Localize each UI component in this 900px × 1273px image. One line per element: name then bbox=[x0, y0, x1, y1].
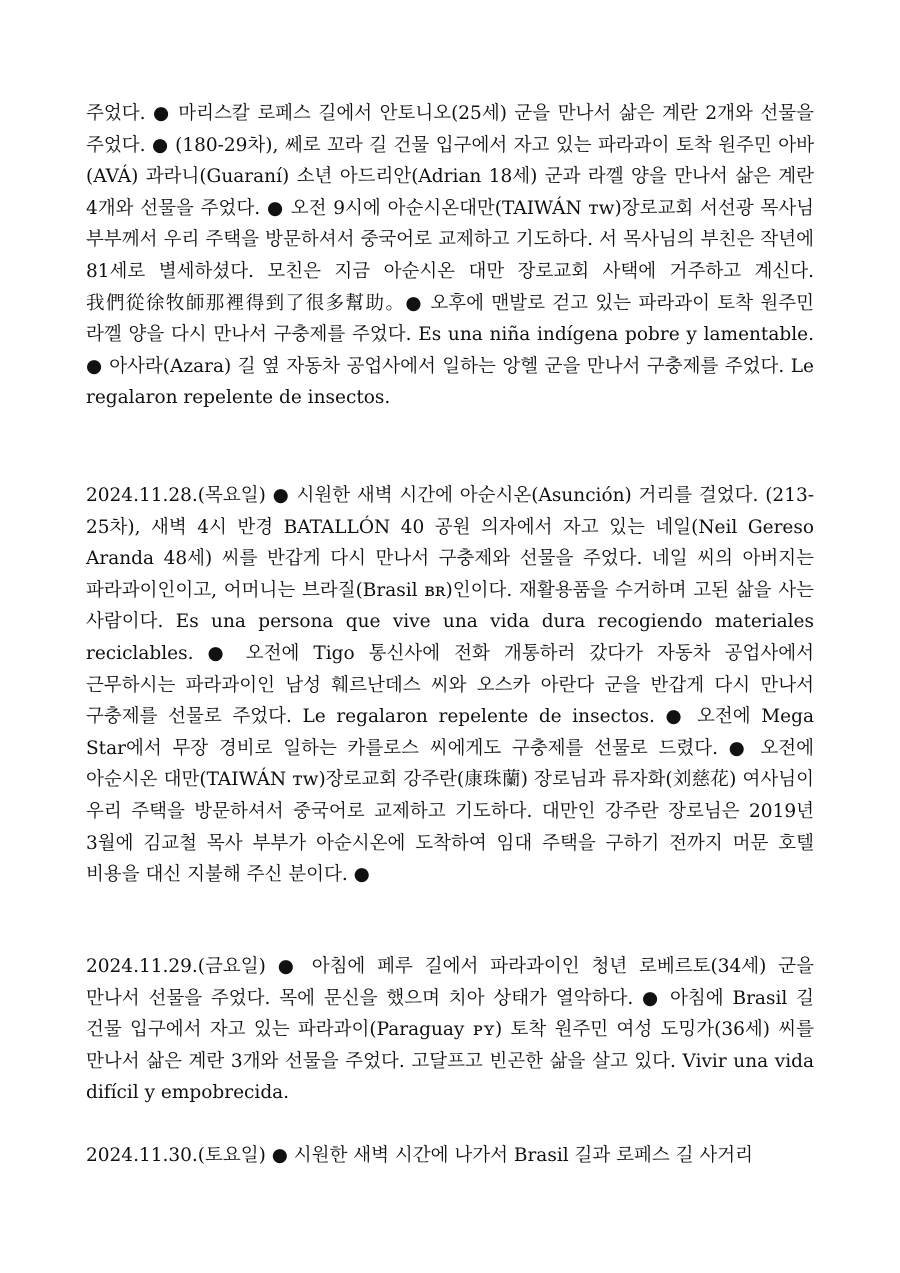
diary-paragraph: 주었다. ● 마리스칼 로페스 길에서 안토니오(25세) 군을 만나서 삶은 계란 2개와 선물을 주었다. ● (180-29차), 쎄로 꼬라 길 건물 입구에서 자고 있는 파라과이 토착 원주민 아바(AVÁ) 과라니(Guaraní) 소년 아드리안(Adrian 18세) 군과 라껠 양을 만나서 삶은 계란 4개와 선물을 주었다. ● 오전 9시에 아순시온대만(TAIWÁN ᴛᴡ)장로교회 서선광 목사님 부부께서 우리 주택을 방문하셔서 중국어로 교제하고 기도하다. 서 목사님의 부친은 작년에 81세로 별세하셨다. 모친은 지금 아순시온 대만 장로교회 사택에 거주하고 계신다. 我們從徐牧師那裡得到了很多幫助。● 오후에 맨발로 걷고 있는 파라과이 토착 원주민 라껠 양을 다시 만나서 구충제를 주었다. Es una niña indígena pobre y lamentable. ● 아사라(Azara) 길 옆 자동차 공업사에서 일하는 앙헬 군을 만나서 구충제를 주었다. Le regalaron repelente de insectos. bbox=[86, 103, 814, 409]
diary-entry-2024-11-30: 2024.11.30.(토요일) ● 시원한 새벽 시간에 나가서 Brasil 길과 로페스 길 사거리 bbox=[86, 1145, 754, 1166]
diary-entry-2024-11-29: 2024.11.29.(금요일) ● 아침에 페루 길에서 파라과이인 청년 로베르토(34세) 군을 만나서 선물을 주었다. 목에 문신을 했으며 치아 상태가 열악하다. ● 아침에 Brasil 길 건물 입구에서 자고 있는 파라과이(Paraguay ᴘʏ) 토착 원주민 여성 도밍가(36세) 씨를 만나서 삶은 계란 3개와 선물을 주었다. 고달프고 빈곤한 삶을 살고 있다. Vivir una vida difícil y empobrecida. bbox=[86, 956, 814, 1104]
diary-entry-2024-11-28: 2024.11.28.(목요일) ● 시원한 새벽 시간에 아순시온(Asunción) 거리를 걸었다. (213-25차), 새벽 4시 반경 BATALLÓN 40 공원 의자에서 자고 있는 네일(Neil Gereso Aranda 48세) 씨를 반갑게 다시 만나서 구충제와 선물을 주었다. 네일 씨의 아버지는 파라과이인이고, 어머니는 브라질(Brasil ʙʀ)인이다. 재활용품을 수거하며 고된 삶을 사는 사람이다. Es una persona que vive una vida dura recogiendo materiales reciclables. ● 오전에 Tigo 통신사에 전화 개통하러 갔다가 자동차 공업사에서 근무하시는 파라과이인 남성 훼르난데스 씨와 오스카 아란다 군을 반갑게 다시 만나서 구충제를 선물로 주었다. Le regalaron repelente de insectos. ● 오전에 Mega Star에서 무장 경비로 일하는 카를로스 씨에게도 구충제를 선물로 드렸다. ● 오전에 아순시온 대만(TAIWÁN ᴛᴡ)장로교회 강주란(康珠蘭) 장로님과 류자화(刘慈花) 여사님이 우리 주택을 방문하셔서 중국어로 교제하고 기도하다. 대만인 강주란 장로님은 2019년 3월에 김교철 목사 부부가 아순시온에 도착하여 임대 주택을 구하기 전까지 머문 호텔 비용을 대신 지불해 주신 분이다. ● bbox=[86, 485, 814, 886]
